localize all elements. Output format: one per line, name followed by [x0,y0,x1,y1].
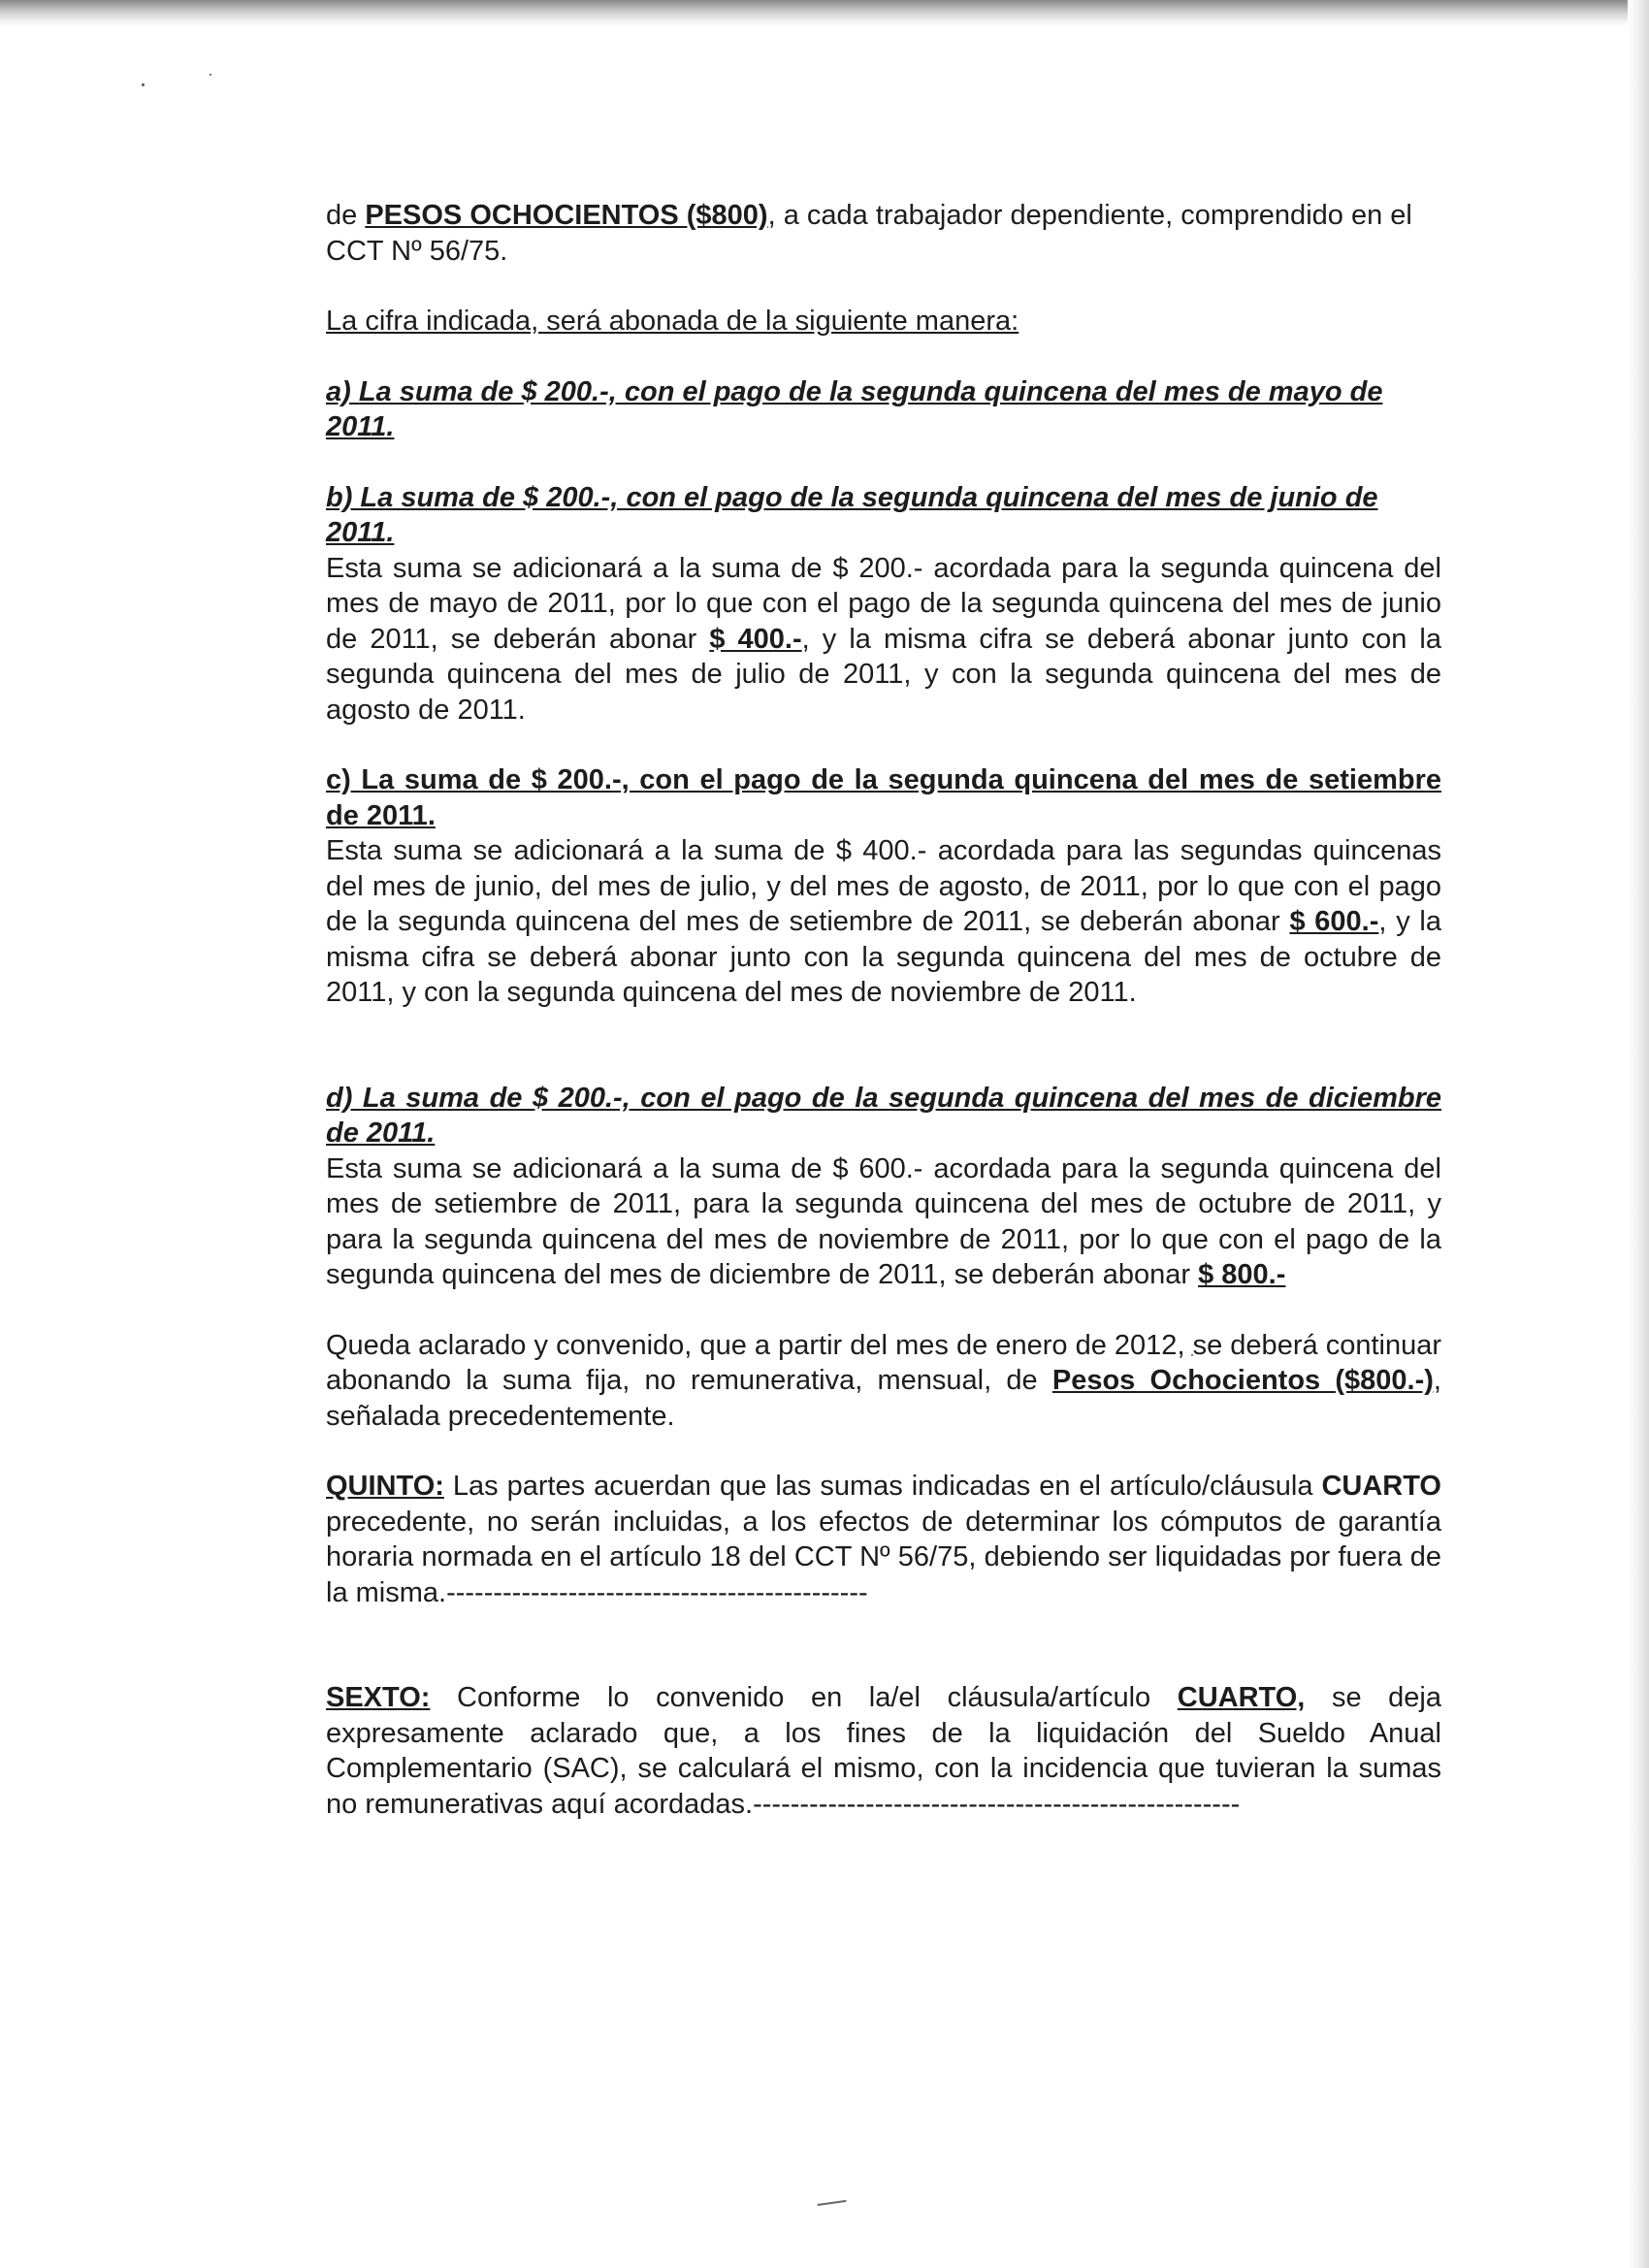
item-a-heading: a) La suma de $ 200.-, con el pago de la segunda quincena del mes de mayo de 2011. [326,375,1383,442]
scan-speck [142,83,145,86]
quinto-label: QUINTO: [326,1471,444,1502]
scan-shadow-top [0,0,1649,27]
clarification-text: Queda aclarado y convenido, que a partir del mes de enero de 2012, se deberá continuar abonando la suma fija, no remunerativa, mensual, de [326,1329,1441,1396]
opening-prefix: de [326,200,366,231]
item-d-text-part1: Esta suma se adicionará a la suma de $ 600.- acordada para la segunda quincena del mes de setiembre de 2011, para la segunda quincena del mes de octubre de 2011, y para la segunda quincena del mes de noviembre de 2011, por lo que con el pago de la segunda quincena del mes de diciembre de 2011, se deberán abonar [326,1152,1441,1290]
item-b-text-part2: , y la misma cifra se deberá abonar junto con la segunda quincena del mes de julio de 2011, y con la segunda quincena del mes de agosto de 2011. [326,623,1441,726]
payment-intro: La cifra indicada, será abonada de la siguiente manera: [326,306,1019,337]
quinto-text-part2: precedente, no serán incluidas, a los efectos de determinar los cómputos de garantía horaria normada en el artículo 18 del CCT Nº 56/75, debiendo ser liquidadas por fuera de la misma.--------------------------------------------- [326,1506,1441,1608]
item-d-amount: $ 800.- [1198,1259,1286,1290]
opening-paragraph [326,198,1441,269]
item-c-amount: $ 600.- [1289,906,1379,937]
quinto-text-part1: Las partes acuerdan que las sumas indicadas en el artículo/cláusula [443,1471,1322,1502]
sexto-text-part1: Conforme lo convenido en la/el cláusula/artículo [430,1682,1178,1713]
quinto-reference: CUARTO [1321,1471,1441,1502]
clarification-suffix: , señalada precedentemente. [326,1365,1441,1432]
item-d-text [326,1151,1441,1293]
sexto-reference: CUARTO, [1177,1682,1306,1713]
clarification-amount: Pesos Ochocientos ($800.-) [1051,1365,1434,1396]
opening-suffix: , a cada trabajador dependiente, comprendido en el CCT Nº 56/75. [326,200,1412,267]
sexto-label: SEXTO: [326,1682,431,1713]
item-b-text [326,551,1441,729]
clause-quinto [326,1469,1441,1610]
item-c-text [326,833,1441,1011]
handwritten-initial-mark [816,2192,846,2206]
scan-shadow-right [1628,0,1649,2268]
clarification-paragraph [326,1328,1441,1435]
scan-speck [210,74,211,76]
item-d-heading: d) La suma de $ 200.-, con el pago de la segunda quincena del mes de diciembre de 2011. [326,1082,1441,1149]
item-c-text-part1: Esta suma se adicionará a la suma de $ 400.- acordada para las segundas quincenas del mes de junio, del mes de julio, y del mes de agosto, de 2011, por lo que con el pago de la segunda quincena del mes de setiembre de 2011, se deberán abonar [326,835,1441,937]
item-b-heading: b) La suma de $ 200.-, con el pago de la segunda quincena del mes de junio de 2011. [326,481,1378,548]
item-b-amount: $ 400.- [709,623,802,655]
item-c-heading: c) La suma de $ 200.-, con el pago de la segunda quincena del mes de setiembre de 2011. [326,764,1441,831]
document-page [326,198,1441,1822]
clause-sexto [326,1680,1441,1822]
item-b-text-part1: Esta suma se adicionará a la suma de $ 200.- acordada para la segunda quincena del mes de mayo de 2011, por lo que con el pago de la segunda quincena del mes de junio de 2011, se deberán abonar [326,552,1441,655]
sexto-text-part2: se deja expresamente aclarado que, a los fines de la liquidación del Sueldo Anual Complementario (SAC), se calculará el mismo, con la incidencia que tuvieran la sumas no remunerativas aquí acordadas.---------------------------------------------------- [326,1682,1441,1820]
item-c-text-part2: , y la misma cifra se deberá abonar junto con la segunda quincena del mes de octubre de 2011, y con la segunda quincena del mes de noviembre de 2011. [326,906,1441,1008]
opening-amount: PESOS OCHOCIENTOS ($800) [365,200,768,231]
